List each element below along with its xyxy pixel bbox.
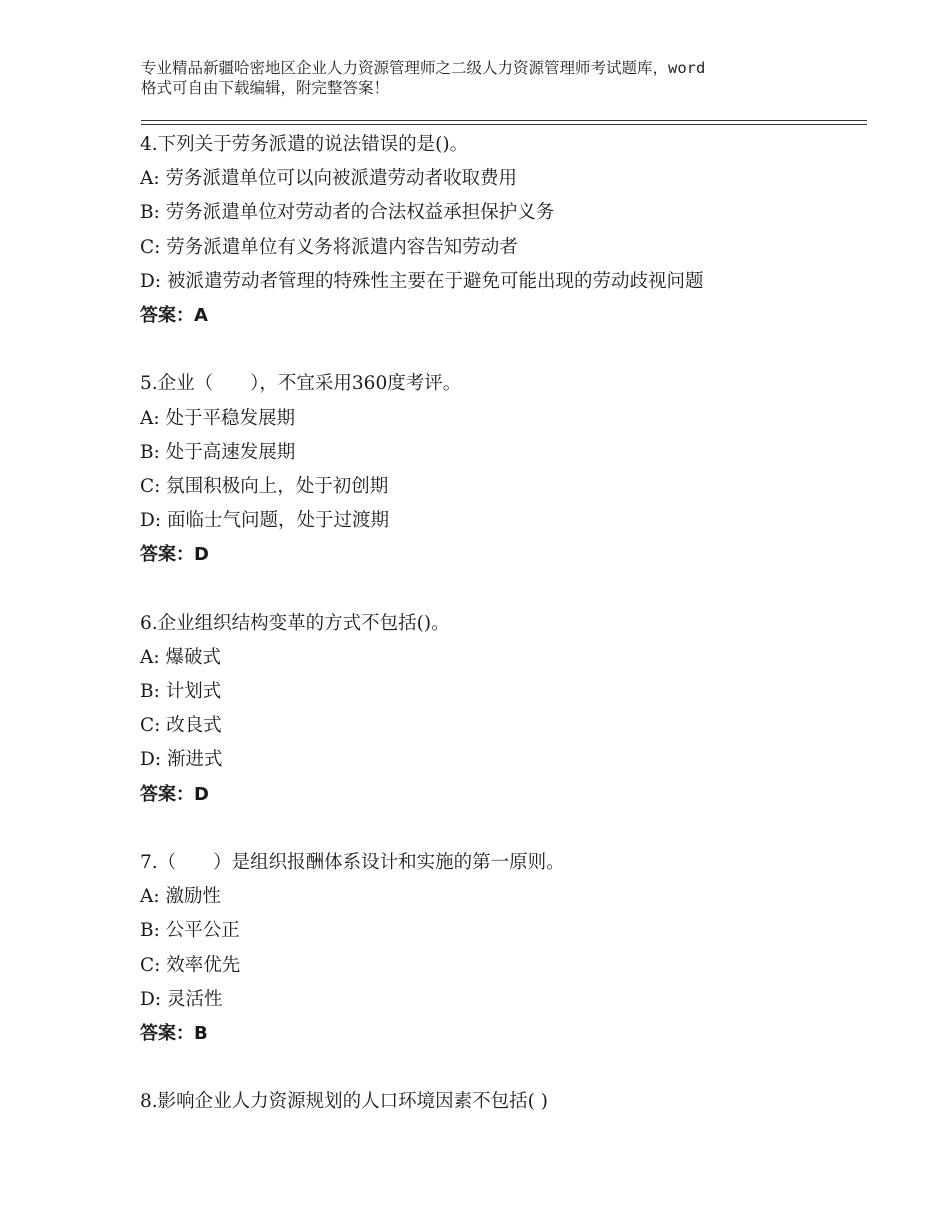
option-d: D: 被派遣劳动者管理的特殊性主要在于避免可能出现的劳动歧视问题 [140, 270, 704, 292]
spacer [140, 1051, 860, 1085]
answer: 答案：D [140, 783, 209, 805]
question-stem: 5.企业（ ），不宜采用360度考评。 [140, 373, 462, 395]
answer: 答案：B [140, 1022, 208, 1044]
option-d: D: 渐进式 [140, 749, 223, 771]
option-b: B: 计划式 [140, 681, 222, 702]
question-6 [140, 607, 860, 812]
option-a: A: 爆破式 [140, 646, 221, 668]
spacer [140, 812, 860, 846]
option-c: C: 改良式 [140, 715, 222, 737]
option-b: B: 处于高速发展期 [140, 441, 296, 463]
header-line-2: 格式可自由下载编辑，附完整答案！ [141, 79, 390, 97]
spacer [140, 572, 860, 606]
spacer [140, 333, 860, 367]
answer: 答案：A [140, 304, 208, 326]
option-c: C: 效率优先 [140, 954, 241, 976]
header-line-1: 专业精品新疆哈密地区企业人力资源管理师之二级人力资源管理师考试题库，word [141, 59, 706, 77]
option-a: A: 激励性 [140, 886, 221, 908]
option-b: B: 劳务派遣单位对劳动者的合法权益承担保护义务 [140, 202, 555, 224]
answer: 答案：D [140, 544, 209, 566]
question-4 [140, 128, 860, 333]
document-header [141, 58, 831, 98]
header-rule-bottom [141, 124, 867, 125]
question-8 [140, 1085, 860, 1119]
option-a: A: 劳务派遣单位可以向被派遣劳动者收取费用 [140, 168, 517, 190]
option-c: C: 氛围积极向上，处于初创期 [140, 475, 389, 497]
question-stem: 8.影响企业人力资源规划的人口环境因素不包括( ) [140, 1091, 548, 1113]
option-c: C: 劳务派遣单位有义务将派遣内容告知劳动者 [140, 236, 518, 258]
question-stem: 4.下列关于劳务派遣的说法错误的是()。 [140, 134, 469, 155]
header-rule-top [141, 120, 867, 121]
question-7 [140, 846, 860, 1051]
option-d: D: 灵活性 [140, 988, 223, 1010]
option-b: B: 公平公正 [140, 920, 240, 942]
question-stem: 6.企业组织结构变革的方式不包括()。 [140, 612, 450, 634]
option-a: A: 处于平稳发展期 [140, 407, 295, 429]
question-5 [140, 367, 860, 572]
option-d: D: 面临士气问题，处于过渡期 [140, 510, 389, 532]
question-list [140, 128, 860, 1119]
question-stem: 7.（ ）是组织报酬体系设计和实施的第一原则。 [140, 851, 565, 873]
